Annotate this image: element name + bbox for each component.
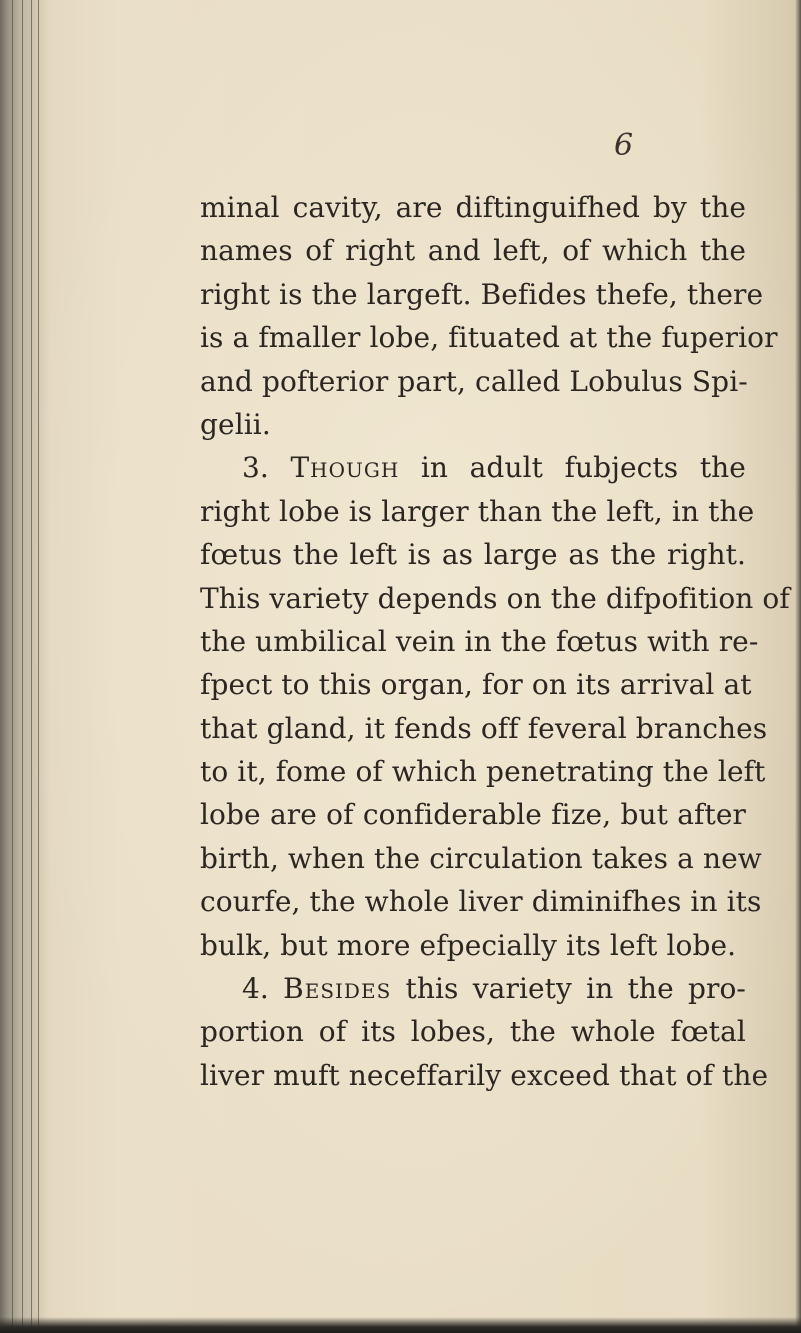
text-line: portion of its lobes, the whole fœtal [200, 1015, 746, 1049]
text-line: names of right and left, of which the [200, 234, 746, 268]
text-line: gelii. [200, 407, 271, 441]
text-line: fpect to this organ, for on its arrival at [200, 668, 752, 702]
text-line: fœtus the left is as large as the right. [200, 538, 746, 572]
text-line: liver muft neceffarily exceed that of the [200, 1058, 769, 1092]
text-line: and pofterior part, called Lobulus Spi- [200, 364, 748, 398]
paragraph-lead-word: Though [290, 451, 400, 485]
text-line: right is the largeft. Befides thefe, there [200, 277, 764, 311]
gutter-line [22, 0, 23, 1333]
page-right-edge [795, 0, 801, 1333]
text-line: courfe, the whole liver diminifhes in its [200, 885, 762, 919]
text-line: birth, when the circulation takes a new [200, 841, 762, 875]
text-line: minal cavity, are diftinguifhed by the [200, 191, 746, 224]
binding-gutter [0, 0, 50, 1333]
paragraph-3-start [200, 446, 746, 489]
gutter-line [31, 0, 32, 1333]
gutter-line [38, 0, 39, 1333]
text-line: to it, fome of which penetrating the left [200, 755, 766, 789]
page-number: 6 [614, 128, 634, 163]
text-line: bulk, but more efpecially its left lobe. [200, 928, 737, 962]
text-line: that gland, it fends off feveral branches [200, 711, 768, 745]
paragraph-lead-rest: this variety in the pro- [391, 972, 746, 1006]
paragraph-number: 4. [242, 972, 269, 1006]
paragraph-lead-rest: in adult fubjects the [399, 451, 746, 485]
text-line: This variety depends on the difpofition of [200, 581, 790, 615]
text-line: is a fmaller lobe, fituated at the fuperior [200, 321, 778, 355]
paragraph-lead-word: Besides [283, 972, 392, 1006]
page-bottom-edge [0, 1317, 801, 1333]
gutter-line [12, 0, 13, 1333]
text-line: the umbilical vein in the fœtus with re- [200, 624, 759, 658]
text-line: lobe are of confiderable fize, but after [200, 798, 746, 832]
paragraph-number: 3. [242, 451, 269, 485]
paragraph-4-start [200, 967, 746, 1010]
text-line: right lobe is larger than the left, in the [200, 494, 755, 528]
body-text [200, 186, 790, 1097]
